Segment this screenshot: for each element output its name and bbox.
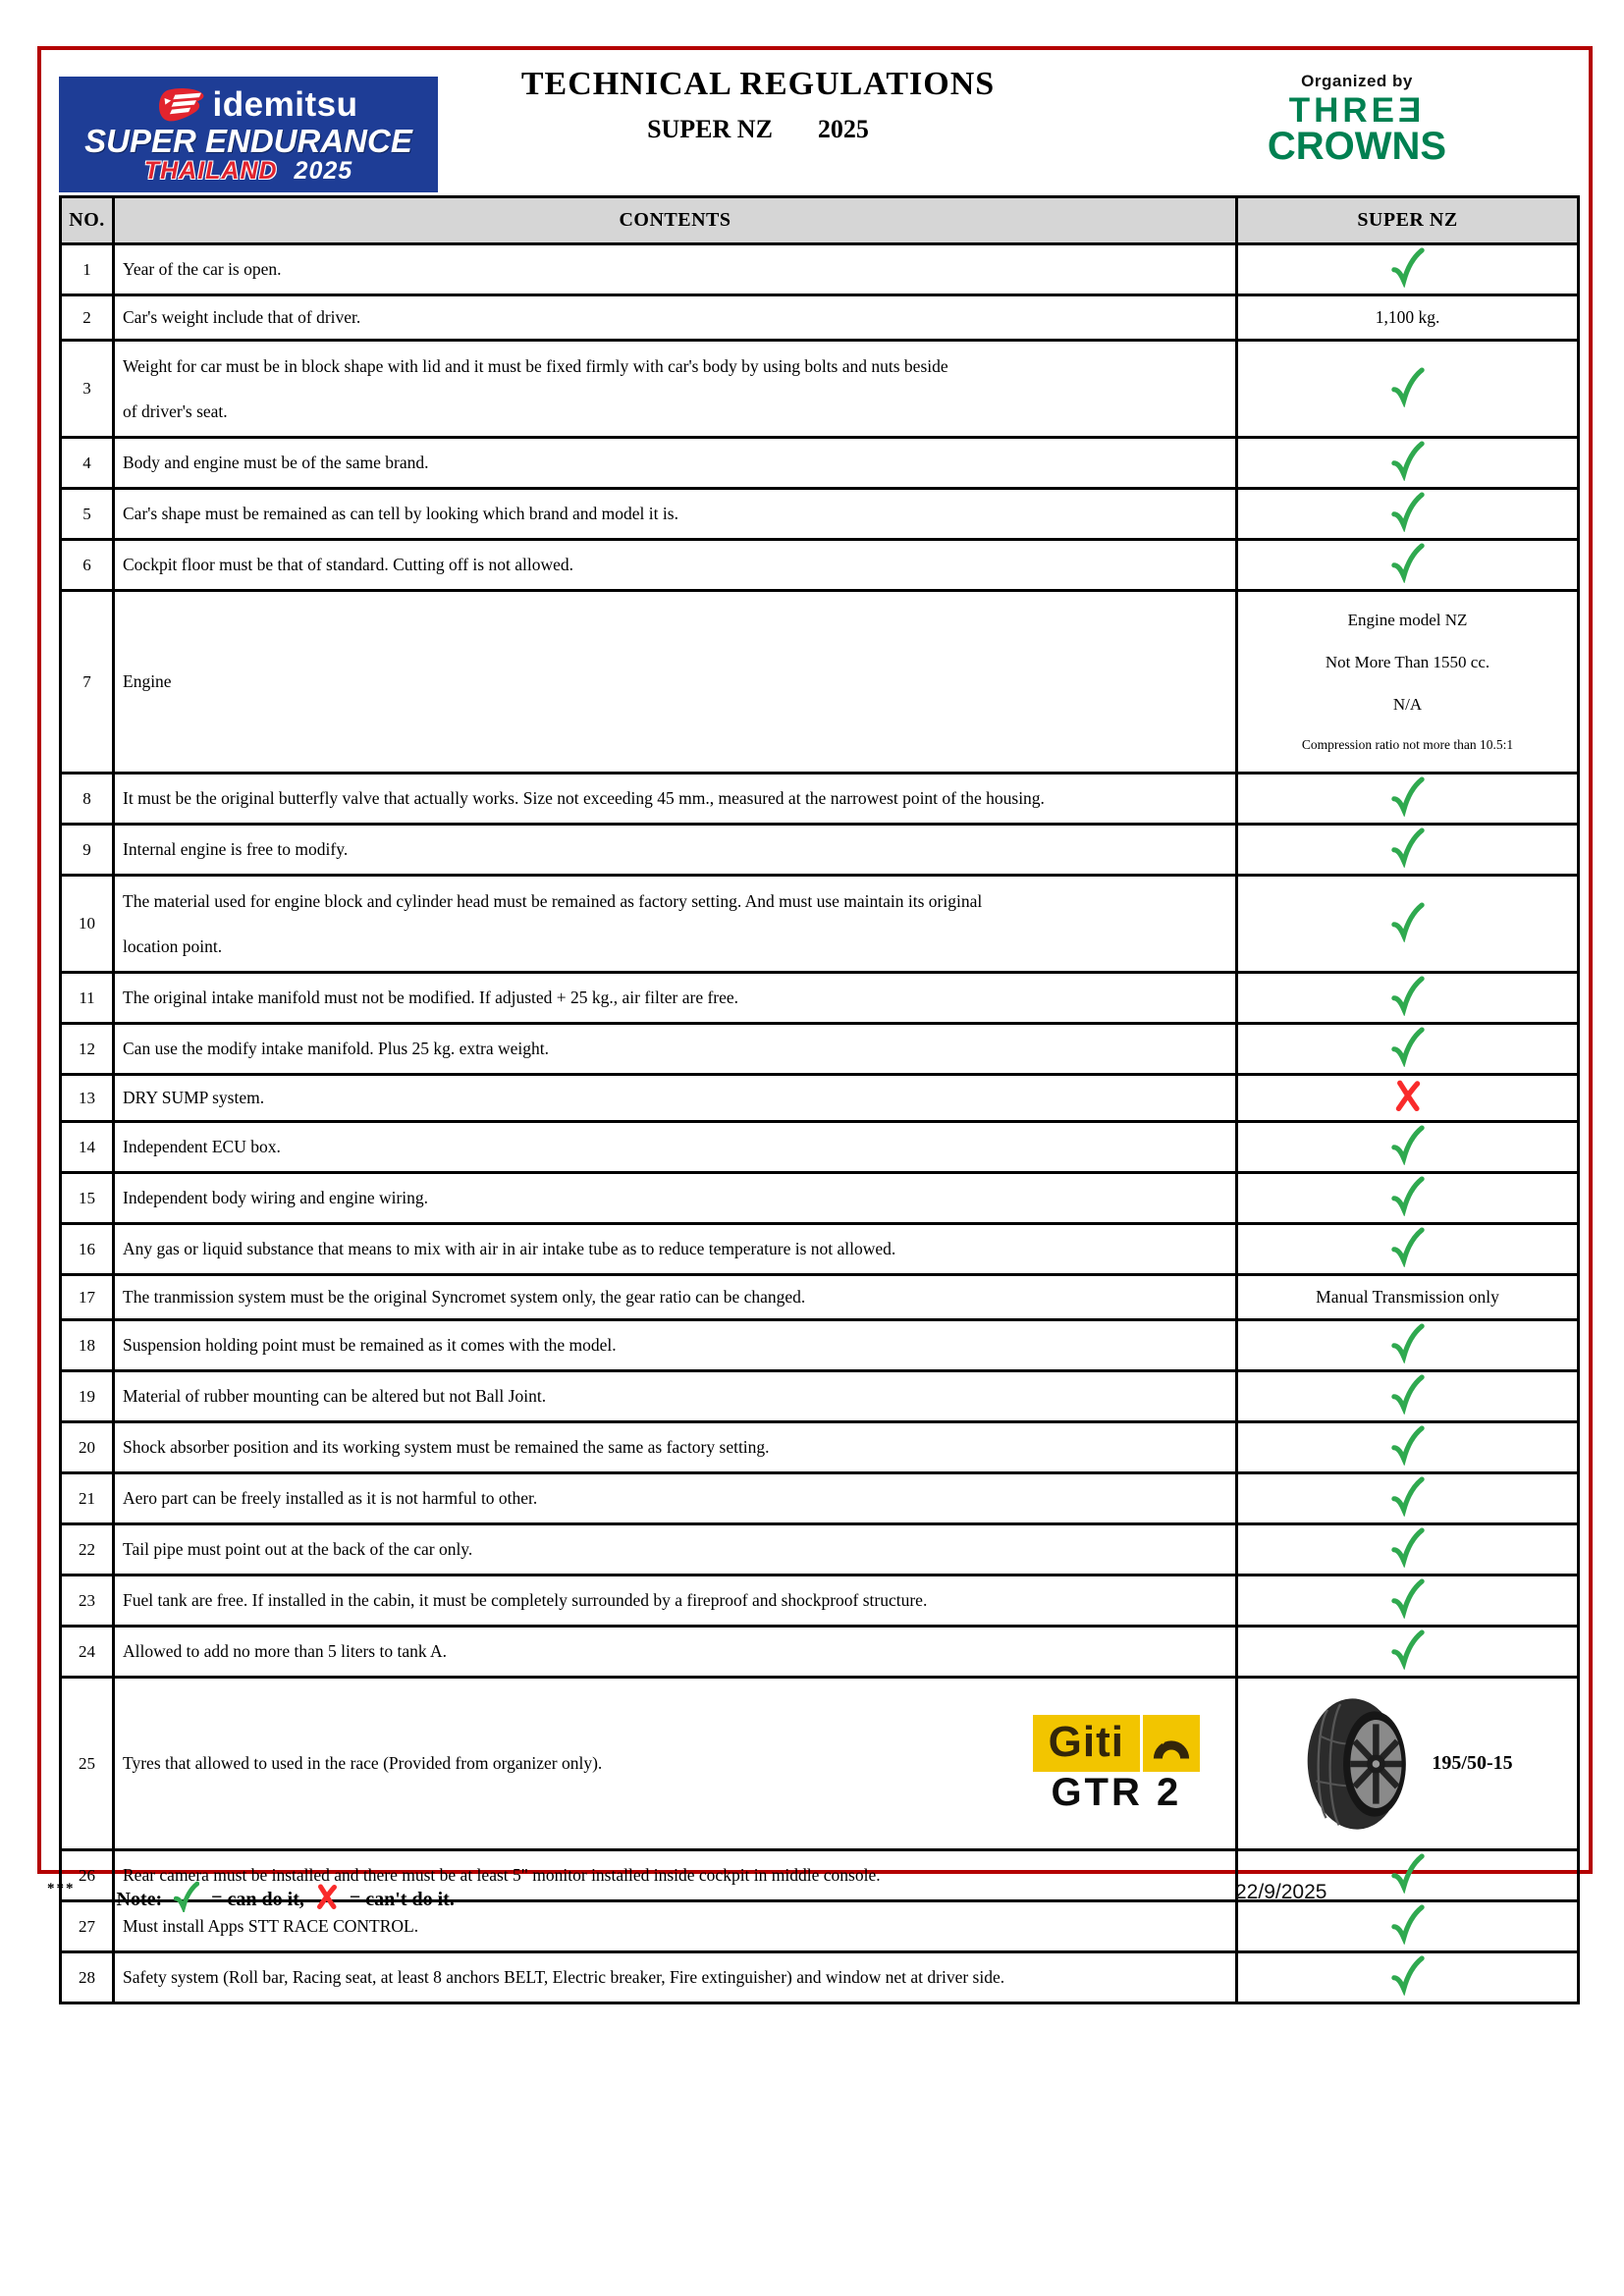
row-number-cell: 8 — [61, 774, 114, 825]
row-status-cell — [1237, 1473, 1579, 1524]
row-status-cell — [1237, 1678, 1579, 1850]
row-contents-cell: Must install Apps STT RACE CONTROL. — [114, 1901, 1237, 1952]
row-status-cell — [1237, 1122, 1579, 1173]
row-contents-cell: The original intake manifold must not be modified. If adjusted + 25 kg., air filter are free. — [114, 973, 1237, 1024]
engine-spec-line: Compression ratio not more than 10.5:1 — [1301, 737, 1514, 752]
row-contents-cell: Internal engine is free to modify. — [114, 825, 1237, 876]
row-contents-cell: Rear camera must be installed and there must be at least 5" monitor installed inside cockpit in middle console. — [114, 1850, 1237, 1901]
table-row — [61, 1224, 1579, 1275]
row-number-cell: 23 — [61, 1575, 114, 1627]
row-contents-cell: The material used for engine block and cylinder head must be remained as factory setting. And must use maintain its original location point. — [114, 876, 1237, 973]
table-row — [61, 1678, 1579, 1850]
row-contents-cell: Year of the car is open. — [114, 244, 1237, 295]
row-status-cell — [1237, 1275, 1579, 1320]
check-icon — [1391, 1980, 1425, 2000]
row-contents-cell: Car's weight include that of driver. — [114, 295, 1237, 341]
table-row — [61, 825, 1579, 876]
footer-note — [47, 1881, 455, 1918]
organized-by-label: Organized by — [1301, 72, 1413, 90]
table-row — [61, 1473, 1579, 1524]
check-icon — [1391, 567, 1425, 587]
row-status-cell — [1237, 591, 1579, 774]
row-contents-cell: Independent body wiring and engine wiring. — [114, 1173, 1237, 1224]
row-status-cell — [1237, 1075, 1579, 1122]
gtr2-model-text: GTR 2 — [1051, 1770, 1182, 1814]
table-row — [61, 1024, 1579, 1075]
table-row — [61, 244, 1579, 295]
row-contents-cell: Car's shape must be remained as can tell by looking which brand and model it is. — [114, 489, 1237, 540]
row-number-cell: 11 — [61, 973, 114, 1024]
row-number-cell: 1 — [61, 244, 114, 295]
row-number-cell: 26 — [61, 1850, 114, 1901]
row-number-cell: 9 — [61, 825, 114, 876]
row-contents-cell: Aero part can be freely installed as it is not harmful to other. — [114, 1473, 1237, 1524]
table-row — [61, 1952, 1579, 2003]
row-contents-cell: Cockpit floor must be that of standard. Cutting off is not allowed. — [114, 540, 1237, 591]
idemitsu-apollo-icon — [157, 87, 206, 124]
row-number-cell: 25 — [61, 1678, 114, 1850]
check-icon — [1391, 1201, 1425, 1220]
row-status-text: Manual Transmission only — [1316, 1287, 1499, 1307]
row-number-cell: 4 — [61, 438, 114, 489]
row-contents-cell: Can use the modify intake manifold. Plus 25 kg. extra weight. — [114, 1024, 1237, 1075]
page-subtitle — [434, 115, 1082, 144]
row-contents-cell: Shock absorber position and its working system must be remained the same as factory setting. — [114, 1422, 1237, 1473]
row-status-cell — [1237, 341, 1579, 438]
row-status-cell — [1237, 295, 1579, 341]
footer-stars: *** — [47, 1881, 76, 1896]
row-number-cell: 10 — [61, 876, 114, 973]
row-number-cell: 14 — [61, 1122, 114, 1173]
row-number-cell: 22 — [61, 1524, 114, 1575]
row-status-cell — [1237, 1320, 1579, 1371]
check-icon — [1391, 1552, 1425, 1572]
cross-icon — [316, 1882, 338, 1917]
row-status-cell — [1237, 973, 1579, 1024]
row-number-cell: 2 — [61, 295, 114, 341]
row-number-cell: 19 — [61, 1371, 114, 1422]
check-icon — [1391, 1654, 1425, 1674]
document-date: 22/9/2025 — [1235, 1881, 1327, 1903]
table-row — [61, 1524, 1579, 1575]
engine-spec — [1239, 594, 1576, 771]
row-number-cell: 27 — [61, 1901, 114, 1952]
table-row — [61, 774, 1579, 825]
row-contents-cell: Independent ECU box. — [114, 1122, 1237, 1173]
row-contents-cell: Safety system (Roll bar, Racing seat, at least 8 anchors BELT, Electric breaker, Fire extinguisher) and window net at driver side. — [114, 1952, 1237, 2003]
row-contents-cell: DRY SUMP system. — [114, 1075, 1237, 1122]
table-row — [61, 1320, 1579, 1371]
check-icon — [1391, 465, 1425, 485]
check-icon — [1391, 852, 1425, 872]
row-contents-cell: Fuel tank are free. If installed in the cabin, it must be completely surrounded by a fireproof and shockproof structure. — [114, 1575, 1237, 1627]
check-icon — [1391, 1501, 1425, 1521]
row-status-cell — [1237, 876, 1579, 973]
row-contents-cell: The tranmission system must be the original Syncromet system only, the gear ratio can be changed. — [114, 1275, 1237, 1320]
thailand-text: THAILAND — [143, 156, 278, 185]
row-contents-cell: Suspension holding point must be remained as it comes with the model. — [114, 1320, 1237, 1371]
row-status-cell — [1237, 774, 1579, 825]
note-label: Note: — [116, 1888, 163, 1910]
row-number-cell: 24 — [61, 1627, 114, 1678]
cross-meaning: = can't do it. — [349, 1888, 455, 1910]
table-row — [61, 295, 1579, 341]
page-title: TECHNICAL REGULATIONS — [520, 66, 996, 102]
giti-tyre-icon — [1150, 1725, 1193, 1762]
column-header-contents: CONTENTS — [114, 197, 1237, 244]
table-row — [61, 1122, 1579, 1173]
column-header-supernz: SUPER NZ — [1237, 197, 1579, 244]
row-status-cell — [1237, 1575, 1579, 1627]
row-status-text: 1,100 kg. — [1375, 307, 1440, 327]
check-icon — [1391, 927, 1425, 946]
check-icon — [1391, 1450, 1425, 1469]
three-crowns-line2: CROWNS — [1267, 125, 1447, 168]
row-contents-cell — [114, 1678, 1237, 1850]
row-number-cell: 16 — [61, 1224, 114, 1275]
table-row — [61, 489, 1579, 540]
check-icon — [1391, 1399, 1425, 1418]
row-contents-cell: Engine — [114, 591, 1237, 774]
row-status-cell — [1237, 1173, 1579, 1224]
row-status-cell — [1237, 1524, 1579, 1575]
row-status-cell — [1237, 244, 1579, 295]
check-icon — [1391, 1348, 1425, 1367]
three-crowns-line1: THREƎ — [1288, 91, 1426, 130]
row-status-cell — [1237, 1901, 1579, 1952]
check-icon — [1391, 1929, 1425, 1949]
check-icon — [1391, 516, 1425, 536]
super-endurance-text: SUPER ENDURANCE — [84, 123, 412, 160]
row-number-cell: 13 — [61, 1075, 114, 1122]
engine-spec-line: Not More Than 1550 cc. — [1325, 653, 1490, 671]
check-icon — [1391, 272, 1425, 292]
check-icon — [1391, 801, 1425, 821]
row-status-cell — [1237, 1224, 1579, 1275]
check-icon — [1391, 392, 1425, 411]
row-number-cell: 21 — [61, 1473, 114, 1524]
table-row — [61, 1075, 1579, 1122]
row-number-cell: 6 — [61, 540, 114, 591]
row-number-cell: 18 — [61, 1320, 114, 1371]
table-row — [61, 1173, 1579, 1224]
row-status-cell — [1237, 438, 1579, 489]
row-status-cell — [1237, 540, 1579, 591]
super-endurance-logo — [59, 77, 438, 192]
row-status-cell — [1237, 1371, 1579, 1422]
organizer-logo — [1200, 72, 1514, 168]
row-status-cell — [1237, 1952, 1579, 2003]
idemitsu-brand-text: idemitsu — [212, 85, 358, 125]
row-contents-cell: Material of rubber mounting can be altered but not Ball Joint. — [114, 1371, 1237, 1422]
check-icon — [1391, 1051, 1425, 1071]
row-contents-cell: Weight for car must be in block shape with lid and it must be fixed firmly with car's body by using bolts and nuts beside of driver's seat. — [114, 341, 1237, 438]
table-row — [61, 1371, 1579, 1422]
subtitle-year: 2025 — [817, 115, 869, 143]
row-contents-cell: Any gas or liquid substance that means to mix with air in air intake tube as to reduce temperature is not allowed. — [114, 1224, 1237, 1275]
row-status-cell — [1237, 825, 1579, 876]
table-row — [61, 1422, 1579, 1473]
table-row — [61, 540, 1579, 591]
cross-icon — [1394, 1098, 1422, 1118]
engine-spec-line: Engine model NZ — [1347, 611, 1468, 629]
row-number-cell: 7 — [61, 591, 114, 774]
table-row — [61, 591, 1579, 774]
table-row — [61, 876, 1579, 973]
row-number-cell: 3 — [61, 341, 114, 438]
row-status-cell — [1237, 1422, 1579, 1473]
check-icon — [174, 1881, 199, 1918]
table-row — [61, 1575, 1579, 1627]
row-contents-cell: Allowed to add no more than 5 liters to tank A. — [114, 1627, 1237, 1678]
regulations-table-header — [61, 197, 1579, 244]
column-header-no: NO. — [61, 197, 114, 244]
row-contents-cell: Body and engine must be of the same brand. — [114, 438, 1237, 489]
row-number-cell: 5 — [61, 489, 114, 540]
row-number-cell: 28 — [61, 1952, 114, 2003]
title-block — [434, 66, 1082, 144]
row-number-cell: 15 — [61, 1173, 114, 1224]
check-icon — [1391, 1149, 1425, 1169]
row-status-cell — [1237, 1627, 1579, 1678]
row-contents-text: Tyres that allowed to used in the race (Provided from organizer only). — [123, 1753, 603, 1774]
row-status-cell — [1237, 1024, 1579, 1075]
table-row — [61, 1275, 1579, 1320]
check-meaning: = can do it, — [211, 1888, 304, 1910]
tyre-image — [1302, 1691, 1416, 1837]
giti-brand-text: Giti — [1033, 1715, 1140, 1772]
row-number-cell: 20 — [61, 1422, 114, 1473]
check-icon — [1391, 1603, 1425, 1623]
table-row — [61, 973, 1579, 1024]
row-contents-cell: Tail pipe must point out at the back of the car only. — [114, 1524, 1237, 1575]
tyre-size: 195/50-15 — [1432, 1752, 1513, 1774]
regulations-table-body — [61, 244, 1579, 2003]
table-row — [61, 1627, 1579, 1678]
check-icon — [1391, 1878, 1425, 1897]
giti-gtr2-logo — [1033, 1715, 1200, 1813]
regulations-table — [59, 195, 1580, 2004]
row-number-cell: 12 — [61, 1024, 114, 1075]
table-row — [61, 438, 1579, 489]
engine-spec-line: N/A — [1392, 695, 1423, 714]
check-icon — [1391, 1000, 1425, 1020]
logo-year-text: 2025 — [294, 156, 353, 185]
table-row — [61, 341, 1579, 438]
subtitle-class: SUPER NZ — [647, 115, 773, 143]
row-number-cell: 17 — [61, 1275, 114, 1320]
row-status-cell — [1237, 489, 1579, 540]
check-icon — [1391, 1252, 1425, 1271]
row-contents-cell: It must be the original butterfly valve that actually works. Size not exceeding 45 mm., measured at the narrowest point of the housing. — [114, 774, 1237, 825]
